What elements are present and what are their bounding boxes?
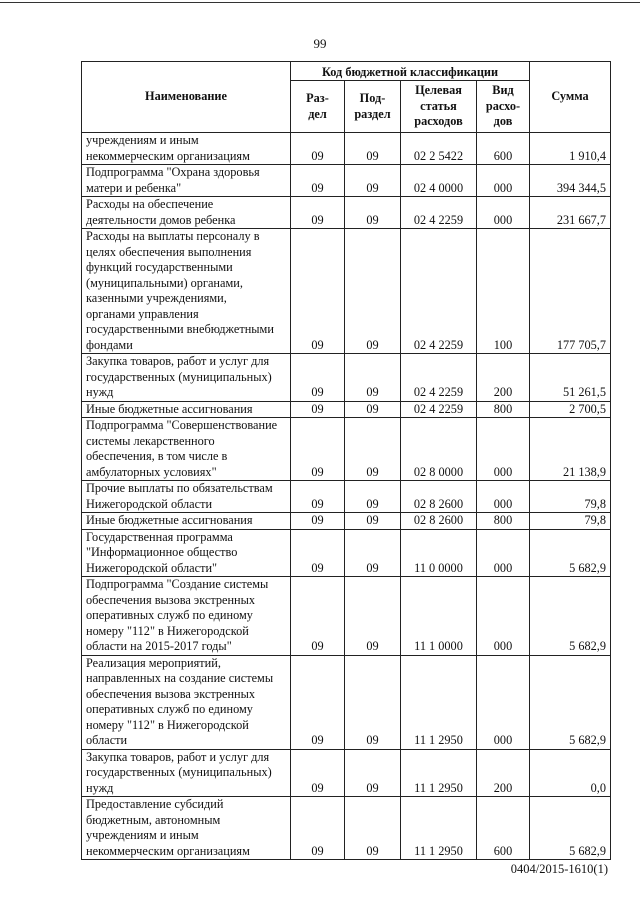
row-tselevaya: 02 4 2259 — [401, 229, 477, 354]
row-podrazdel: 09 — [345, 418, 401, 481]
row-tselevaya: 11 0 0000 — [401, 529, 477, 577]
row-summa: 79,8 — [530, 481, 611, 513]
row-tselevaya: 02 8 0000 — [401, 418, 477, 481]
row-razdel: 09 — [291, 418, 345, 481]
row-tselevaya: 11 1 2950 — [401, 749, 477, 797]
header-razdel: Раз- дел — [291, 81, 345, 133]
table-row — [82, 229, 611, 354]
row-vid: 200 — [477, 749, 530, 797]
row-summa: 5 682,9 — [530, 577, 611, 656]
row-podrazdel: 09 — [345, 229, 401, 354]
row-razdel: 09 — [291, 577, 345, 656]
row-vid: 800 — [477, 401, 530, 418]
row-razdel: 09 — [291, 655, 345, 749]
header-podrazdel: Под- раздел — [345, 81, 401, 133]
row-name: Предоставление субсидий бюджетным, автономным учреждениям и иным некоммерческим организациям — [82, 797, 291, 860]
row-podrazdel: 09 — [345, 165, 401, 197]
row-podrazdel: 09 — [345, 481, 401, 513]
row-tselevaya: 02 4 2259 — [401, 354, 477, 402]
table-row — [82, 197, 611, 229]
row-vid: 600 — [477, 133, 530, 165]
row-tselevaya: 02 4 2259 — [401, 197, 477, 229]
header-tselevaya: Целевая статья расходов — [401, 81, 477, 133]
row-podrazdel: 09 — [345, 577, 401, 656]
row-podrazdel: 09 — [345, 797, 401, 860]
row-vid: 000 — [477, 655, 530, 749]
row-vid: 100 — [477, 229, 530, 354]
row-tselevaya: 02 2 5422 — [401, 133, 477, 165]
row-name: Закупка товаров, работ и услуг для государственных (муниципальных) нужд — [82, 749, 291, 797]
table-row — [82, 354, 611, 402]
row-vid: 600 — [477, 797, 530, 860]
row-vid: 000 — [477, 529, 530, 577]
row-podrazdel: 09 — [345, 749, 401, 797]
document-code: 0404/2015-1610(1) — [510, 862, 608, 876]
table-row — [82, 513, 611, 530]
row-razdel: 09 — [291, 797, 345, 860]
budget-table — [81, 61, 611, 860]
row-razdel: 09 — [291, 197, 345, 229]
row-summa: 231 667,7 — [530, 197, 611, 229]
row-razdel: 09 — [291, 749, 345, 797]
row-podrazdel: 09 — [345, 529, 401, 577]
row-name: Реализация мероприятий, направленных на создание системы обеспечения вызова экстренных оперативных служб по единому номеру "112" в Нижегородской области — [82, 655, 291, 749]
row-razdel: 09 — [291, 133, 345, 165]
header-name: Наименование — [82, 62, 291, 133]
row-podrazdel: 09 — [345, 354, 401, 402]
table-row — [82, 577, 611, 656]
row-tselevaya: 11 1 0000 — [401, 577, 477, 656]
top-rule — [0, 2, 640, 3]
table-row — [82, 481, 611, 513]
row-tselevaya: 02 4 2259 — [401, 401, 477, 418]
row-name: Закупка товаров, работ и услуг для государственных (муниципальных) нужд — [82, 354, 291, 402]
row-summa: 177 705,7 — [530, 229, 611, 354]
row-summa: 394 344,5 — [530, 165, 611, 197]
header-summa: Сумма — [530, 62, 611, 133]
row-podrazdel: 09 — [345, 197, 401, 229]
row-tselevaya: 02 8 2600 — [401, 513, 477, 530]
row-vid: 000 — [477, 577, 530, 656]
row-name: Подпрограмма "Охрана здоровья матери и ребенка" — [82, 165, 291, 197]
header-code-group: Код бюджетной классификации — [291, 62, 530, 81]
table-row — [82, 749, 611, 797]
row-summa: 51 261,5 — [530, 354, 611, 402]
table-row — [82, 655, 611, 749]
row-podrazdel: 09 — [345, 133, 401, 165]
row-razdel: 09 — [291, 529, 345, 577]
page-number: 99 — [313, 36, 327, 51]
table-row — [82, 165, 611, 197]
row-vid: 800 — [477, 513, 530, 530]
row-name: Расходы на выплаты персоналу в целях обеспечения выполнения функций государственными (муниципальными) органами, казенными учреждениями, органами управления государственными внебюджетными фондами — [82, 229, 291, 354]
table-row — [82, 133, 611, 165]
table-row — [82, 529, 611, 577]
row-tselevaya: 11 1 2950 — [401, 797, 477, 860]
row-name: Прочие выплаты по обязательствам Нижегородской области — [82, 481, 291, 513]
row-razdel: 09 — [291, 401, 345, 418]
row-summa: 1 910,4 — [530, 133, 611, 165]
row-vid: 000 — [477, 165, 530, 197]
row-name: Подпрограмма "Создание системы обеспечения вызова экстренных оперативных служб по единому номеру "112" в Нижегородской области на 2015-2017 годы" — [82, 577, 291, 656]
table-row — [82, 797, 611, 860]
row-vid: 200 — [477, 354, 530, 402]
row-vid: 000 — [477, 197, 530, 229]
row-tselevaya: 11 1 2950 — [401, 655, 477, 749]
row-vid: 000 — [477, 418, 530, 481]
row-summa: 2 700,5 — [530, 401, 611, 418]
row-name: Иные бюджетные ассигнования — [82, 513, 291, 530]
row-vid: 000 — [477, 481, 530, 513]
row-summa: 21 138,9 — [530, 418, 611, 481]
row-razdel: 09 — [291, 165, 345, 197]
row-razdel: 09 — [291, 229, 345, 354]
table-body — [82, 133, 611, 860]
row-podrazdel: 09 — [345, 513, 401, 530]
table-row — [82, 401, 611, 418]
header-vid: Вид расхо- дов — [477, 81, 530, 133]
row-name: Иные бюджетные ассигнования — [82, 401, 291, 418]
row-name: Подпрограмма "Совершенствование системы лекарственного обеспечения, в том числе в амбулаторных условиях" — [82, 418, 291, 481]
row-razdel: 09 — [291, 481, 345, 513]
row-name: Расходы на обеспечение деятельности домов ребенка — [82, 197, 291, 229]
row-podrazdel: 09 — [345, 655, 401, 749]
row-razdel: 09 — [291, 513, 345, 530]
row-summa: 5 682,9 — [530, 655, 611, 749]
row-name: учреждениям и иным некоммерческим организациям — [82, 133, 291, 165]
row-summa: 5 682,9 — [530, 797, 611, 860]
row-tselevaya: 02 8 2600 — [401, 481, 477, 513]
row-tselevaya: 02 4 0000 — [401, 165, 477, 197]
row-podrazdel: 09 — [345, 401, 401, 418]
row-summa: 5 682,9 — [530, 529, 611, 577]
row-summa: 0,0 — [530, 749, 611, 797]
table-row — [82, 418, 611, 481]
row-name: Государственная программа "Информационное общество Нижегородской области" — [82, 529, 291, 577]
row-razdel: 09 — [291, 354, 345, 402]
row-summa: 79,8 — [530, 513, 611, 530]
